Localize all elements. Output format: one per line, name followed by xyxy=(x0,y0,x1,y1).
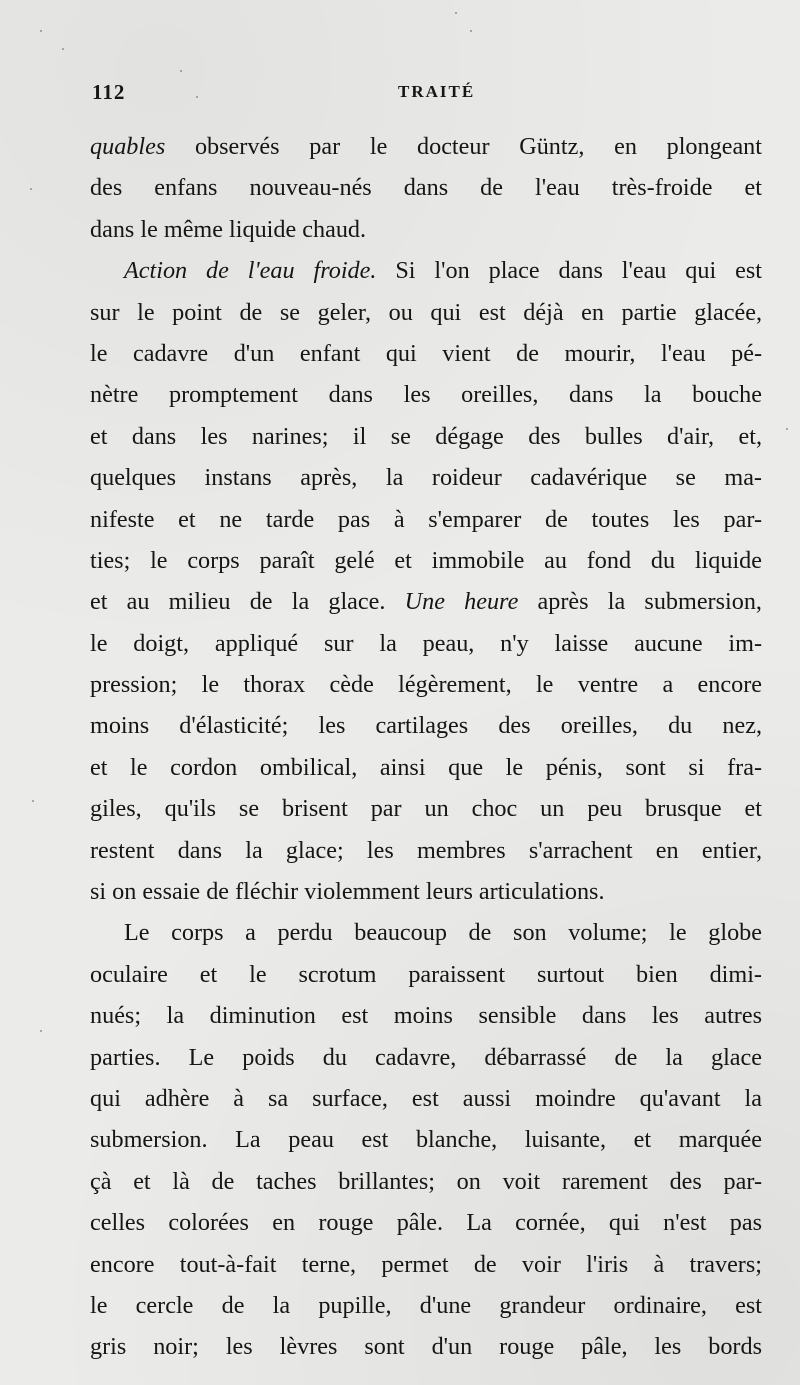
text-line: et au milieu de la glace. Une heure après la submersion, xyxy=(90,588,762,616)
text-line: sur le point de se geler, ou qui est déjà en partie glacée, xyxy=(90,298,762,326)
print-speck xyxy=(40,30,42,32)
text-line: nués; la diminution est moins sensible dans les autres xyxy=(90,1002,762,1030)
text-line: le cercle de la pupille, d'une grandeur ordinaire, est xyxy=(90,1291,762,1319)
text-line: qui adhère à sa surface, est aussi moindre qu'avant la xyxy=(90,1084,762,1112)
text-line: çà et là de taches brillantes; on voit rarement des par- xyxy=(90,1167,762,1195)
text-line: submersion. La peau est blanche, luisante, et marquée xyxy=(90,1126,762,1154)
text-line: dans le même liquide chaud. xyxy=(90,215,367,243)
text-line: restent dans la glace; les membres s'arrachent en entier, xyxy=(90,836,762,864)
text-line: et dans les narines; il se dégage des bulles d'air, et, xyxy=(90,422,762,450)
text-line: parties. Le poids du cadavre, débarrassé de la glace xyxy=(90,1043,762,1071)
text-line: des enfans nouveau-nés dans de l'eau très-froide et xyxy=(90,174,762,202)
text-line: nifeste et ne tarde pas à s'emparer de toutes les par- xyxy=(90,505,762,533)
print-speck xyxy=(470,30,472,32)
running-title: TRAITÉ xyxy=(398,82,476,101)
text-line: moins d'élasticité; les cartilages des oreilles, du nez, xyxy=(90,712,762,740)
print-speck xyxy=(455,12,457,14)
print-speck xyxy=(180,70,182,72)
text-line: et le cordon ombilical, ainsi que le pénis, sont si fra- xyxy=(90,753,762,781)
text-line: le doigt, appliqué sur la peau, n'y laisse aucune im- xyxy=(90,629,762,657)
text-line: nètre promptement dans les oreilles, dans la bouche xyxy=(90,381,762,409)
text-line: Le corps a perdu beaucoup de son volume; le globe xyxy=(124,919,762,947)
print-speck xyxy=(32,800,34,802)
text-line: encore tout-à-fait terne, permet de voir l'iris à travers; xyxy=(90,1250,762,1278)
text-line: oculaire et le scrotum paraissent surtout bien dimi- xyxy=(90,960,762,988)
text-line: si on essaie de fléchir violemment leurs articulations. xyxy=(90,878,605,906)
text-line: pression; le thorax cède légèrement, le ventre a encore xyxy=(90,671,762,699)
text-line: quables observés par le docteur Güntz, en plongeant xyxy=(90,133,762,160)
page-header xyxy=(92,80,760,106)
text-line: quelques instans après, la roideur cadavérique se ma- xyxy=(90,464,762,492)
print-speck xyxy=(40,1030,42,1032)
text-line: le cadavre d'un enfant qui vient de mourir, l'eau pé- xyxy=(90,339,762,367)
print-speck xyxy=(62,48,64,50)
page-number: 112 xyxy=(92,80,126,104)
text-line: Action de l'eau froide. Si l'on place dans l'eau qui est xyxy=(124,257,762,285)
text-line: ties; le corps paraît gelé et immobile au fond du liquide xyxy=(90,546,762,574)
body-text xyxy=(90,126,762,1368)
text-line: gris noir; les lèvres sont d'un rouge pâle, les bords xyxy=(90,1333,762,1361)
print-speck xyxy=(786,428,788,430)
text-line: celles colorées en rouge pâle. La cornée, qui n'est pas xyxy=(90,1209,762,1237)
print-speck xyxy=(30,188,32,190)
text-line: giles, qu'ils se brisent par un choc un peu brusque et xyxy=(90,795,762,823)
